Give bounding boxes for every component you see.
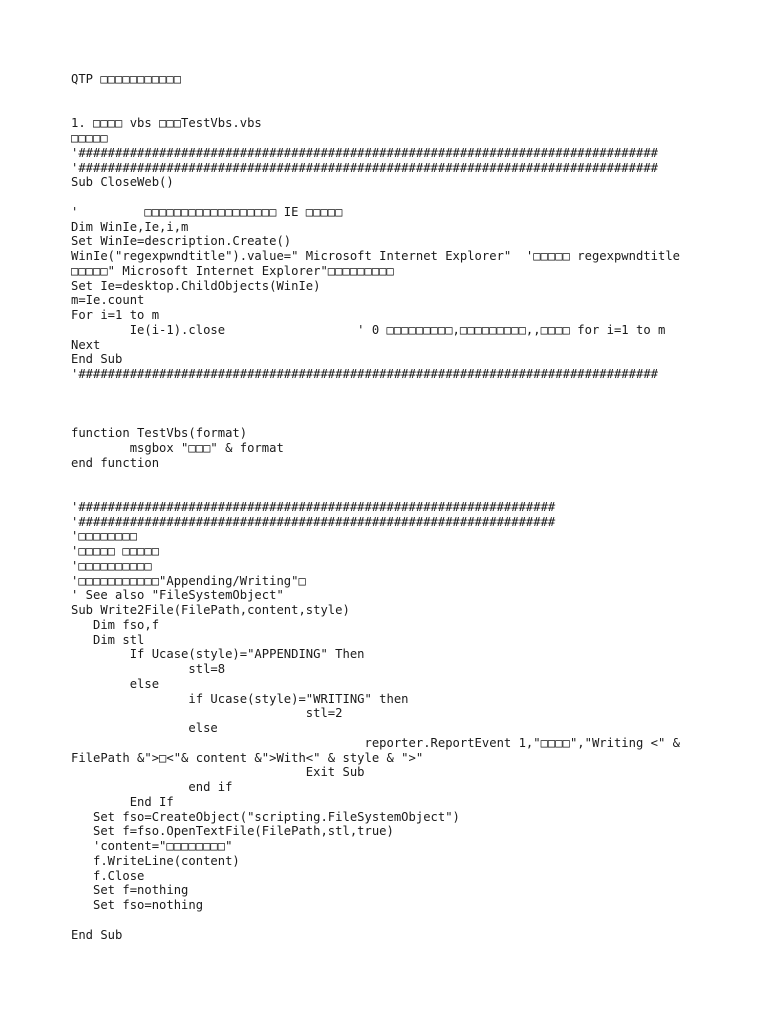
code-line: Ie(i-1).close ' 0 □□□□□□□□□,□□□□□□□□□,,□□□□ for i=1 to m — [71, 322, 666, 337]
code-line — [71, 190, 751, 205]
code-line: End If — [71, 794, 174, 809]
code-line: stl=2 — [71, 706, 343, 721]
code-line: f.Close — [71, 868, 145, 883]
code-line: msgbox "□□□" & format — [71, 440, 284, 455]
code-line: If Ucase(style)="APPENDING" Then — [71, 647, 365, 662]
code-line: Set WinIe=description.Create() — [71, 234, 292, 249]
code-line: End Sub — [71, 352, 123, 367]
code-line: f.WriteLine(content) — [71, 853, 240, 868]
code-line: Set fso=nothing — [71, 898, 204, 912]
code-line: QTP □□□□□□□□□□□ — [71, 72, 182, 86]
code-line: □□□□□ — [71, 131, 108, 145]
code-line: end function — [71, 455, 160, 470]
code-line: else — [71, 721, 218, 735]
code-line: stl=8 — [71, 662, 226, 676]
code-line: ' □□□□□□□□□□□□□□□□□□ IE □□□□□ — [71, 204, 343, 219]
code-line: '□□□□□□□□ — [71, 529, 138, 544]
code-line: '################################################################# — [71, 499, 556, 514]
code-line: Dim stl — [71, 632, 145, 647]
code-line: '############################################################################### — [71, 367, 658, 381]
code-line: m=Ie.count — [71, 293, 145, 308]
code-line — [71, 87, 751, 102]
code-line: For i=1 to m — [71, 308, 160, 322]
code-line: Set f=nothing — [71, 883, 189, 898]
code-line — [71, 382, 751, 397]
code-line — [71, 397, 751, 412]
code-line: else — [71, 676, 160, 691]
code-line: End Sub — [71, 927, 123, 942]
code-line: 'content="□□□□□□□□" — [71, 839, 233, 853]
code-line: Set fso=CreateObject("scripting.FileSystemObject") — [71, 809, 460, 824]
code-line: Sub Write2File(FilePath,content,style) — [71, 603, 350, 617]
code-line: '□□□□□□□□□□ — [71, 558, 152, 573]
code-line: Sub CloseWeb() — [71, 175, 174, 190]
code-line — [71, 102, 751, 117]
code-line: '############################################################################### — [71, 160, 658, 175]
code-line — [71, 913, 751, 928]
code-line — [71, 485, 751, 500]
code-line: ' See also "FileSystemObject" — [71, 588, 284, 603]
code-line: 1. □□□□ vbs □□□TestVbs.vbs — [71, 116, 262, 131]
code-line: reporter.ReportEvent 1,"□□□□","Writing <" & — [71, 735, 681, 750]
code-line: Set Ie=desktop.ChildObjects(WinIe) — [71, 278, 321, 293]
code-line: Next — [71, 337, 101, 352]
code-line: function TestVbs(format) — [71, 426, 248, 440]
code-line: Set f=fso.OpenTextFile(FilePath,stl,true) — [71, 824, 394, 839]
code-line: '□□□□□ □□□□□ — [71, 544, 160, 558]
code-line: '############################################################################### — [71, 145, 658, 160]
code-line: Exit Sub — [71, 765, 365, 780]
code-line: Dim fso,f — [71, 617, 160, 632]
code-line: FilePath &">□<"& content &">With<" & style & ">" — [71, 750, 424, 765]
code-line: if Ucase(style)="WRITING" then — [71, 691, 409, 706]
code-line: '□□□□□□□□□□□"Appending/Writing"□ — [71, 573, 306, 588]
code-line — [71, 411, 751, 426]
code-line: WinIe("regexpwndtitle").value=" Microsoft Internet Explorer" '□□□□□ regexpwndtitle — [71, 249, 681, 263]
code-line: end if — [71, 780, 233, 794]
code-line — [71, 470, 751, 485]
code-line: □□□□□" Microsoft Internet Explorer"□□□□□□□□□ — [71, 263, 394, 278]
code-line: Dim WinIe,Ie,i,m — [71, 219, 189, 234]
code-line: '################################################################# — [71, 514, 556, 529]
document-page — [71, 72, 751, 942]
